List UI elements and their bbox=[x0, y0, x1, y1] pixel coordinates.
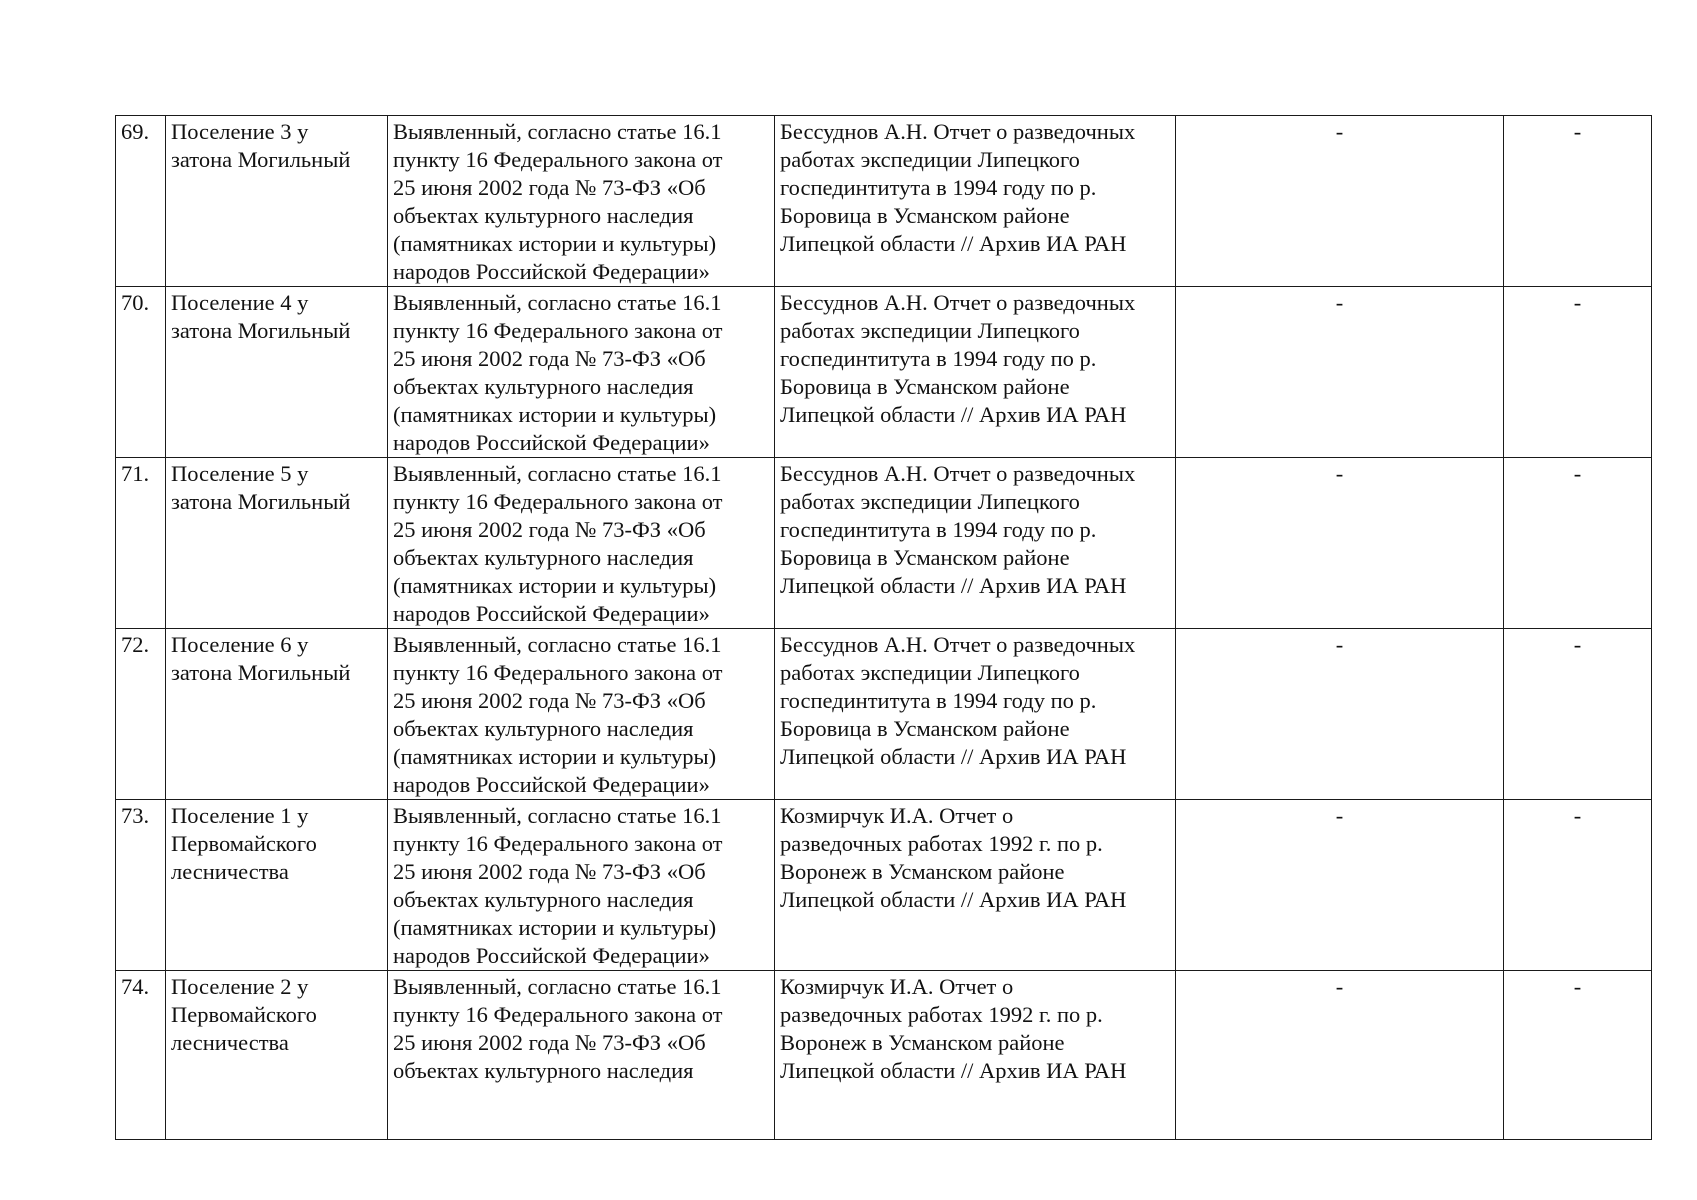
object-name: Поселение 3 у затона Могильный bbox=[166, 116, 388, 287]
table-row bbox=[116, 458, 1652, 629]
object-status: Выявленный, согласно статье 16.1 пункту 16 Федерального закона от 25 июня 2002 года № 73-ФЗ «Об объектах культурного наследия bbox=[388, 971, 775, 1140]
row-number: 70. bbox=[116, 287, 166, 458]
cell-col6: - bbox=[1504, 971, 1652, 1140]
object-source: Козмирчук И.А. Отчет о разведочных работах 1992 г. по р. Воронеж в Усманском районе Липецкой области // Архив ИА РАН bbox=[775, 971, 1176, 1140]
cell-col6: - bbox=[1504, 629, 1652, 800]
cell-col5: - bbox=[1176, 287, 1504, 458]
table-row bbox=[116, 287, 1652, 458]
cell-col5: - bbox=[1176, 458, 1504, 629]
object-status: Выявленный, согласно статье 16.1 пункту 16 Федерального закона от 25 июня 2002 года № 73-ФЗ «Об объектах культурного наследия (памятниках истории и культуры) народов Российской Федерации» bbox=[388, 116, 775, 287]
cell-col6: - bbox=[1504, 116, 1652, 287]
row-number: 73. bbox=[116, 800, 166, 971]
heritage-objects-table bbox=[115, 115, 1652, 1140]
object-source: Бессуднов А.Н. Отчет о разведочных работах экспедиции Липецкого госпединтитута в 1994 году по р. Боровица в Усманском районе Липецкой области // Архив ИА РАН bbox=[775, 287, 1176, 458]
cell-col5: - bbox=[1176, 971, 1504, 1140]
object-name: Поселение 2 у Первомайского лесничества bbox=[166, 971, 388, 1140]
table-row bbox=[116, 116, 1652, 287]
table-row bbox=[116, 800, 1652, 971]
row-number: 74. bbox=[116, 971, 166, 1140]
object-name: Поселение 1 у Первомайского лесничества bbox=[166, 800, 388, 971]
table-row bbox=[116, 629, 1652, 800]
table-row bbox=[116, 971, 1652, 1140]
row-number: 69. bbox=[116, 116, 166, 287]
cell-col5: - bbox=[1176, 116, 1504, 287]
object-source: Бессуднов А.Н. Отчет о разведочных работах экспедиции Липецкого госпединтитута в 1994 году по р. Боровица в Усманском районе Липецкой области // Архив ИА РАН bbox=[775, 629, 1176, 800]
cell-col6: - bbox=[1504, 287, 1652, 458]
object-status: Выявленный, согласно статье 16.1 пункту 16 Федерального закона от 25 июня 2002 года № 73-ФЗ «Об объектах культурного наследия (памятниках истории и культуры) народов Российской Федерации» bbox=[388, 629, 775, 800]
row-number: 71. bbox=[116, 458, 166, 629]
object-source: Бессуднов А.Н. Отчет о разведочных работах экспедиции Липецкого госпединтитута в 1994 году по р. Боровица в Усманском районе Липецкой области // Архив ИА РАН bbox=[775, 458, 1176, 629]
row-number: 72. bbox=[116, 629, 166, 800]
object-status: Выявленный, согласно статье 16.1 пункту 16 Федерального закона от 25 июня 2002 года № 73-ФЗ «Об объектах культурного наследия (памятниках истории и культуры) народов Российской Федерации» bbox=[388, 458, 775, 629]
object-status: Выявленный, согласно статье 16.1 пункту 16 Федерального закона от 25 июня 2002 года № 73-ФЗ «Об объектах культурного наследия (памятниках истории и культуры) народов Российской Федерации» bbox=[388, 287, 775, 458]
cell-col5: - bbox=[1176, 629, 1504, 800]
cell-col6: - bbox=[1504, 800, 1652, 971]
object-status: Выявленный, согласно статье 16.1 пункту 16 Федерального закона от 25 июня 2002 года № 73-ФЗ «Об объектах культурного наследия (памятниках истории и культуры) народов Российской Федерации» bbox=[388, 800, 775, 971]
object-name: Поселение 5 у затона Могильный bbox=[166, 458, 388, 629]
object-name: Поселение 6 у затона Могильный bbox=[166, 629, 388, 800]
object-source: Бессуднов А.Н. Отчет о разведочных работах экспедиции Липецкого госпединтитута в 1994 году по р. Боровица в Усманском районе Липецкой области // Архив ИА РАН bbox=[775, 116, 1176, 287]
object-name: Поселение 4 у затона Могильный bbox=[166, 287, 388, 458]
cell-col5: - bbox=[1176, 800, 1504, 971]
cell-col6: - bbox=[1504, 458, 1652, 629]
object-source: Козмирчук И.А. Отчет о разведочных работах 1992 г. по р. Воронеж в Усманском районе Липецкой области // Архив ИА РАН bbox=[775, 800, 1176, 971]
